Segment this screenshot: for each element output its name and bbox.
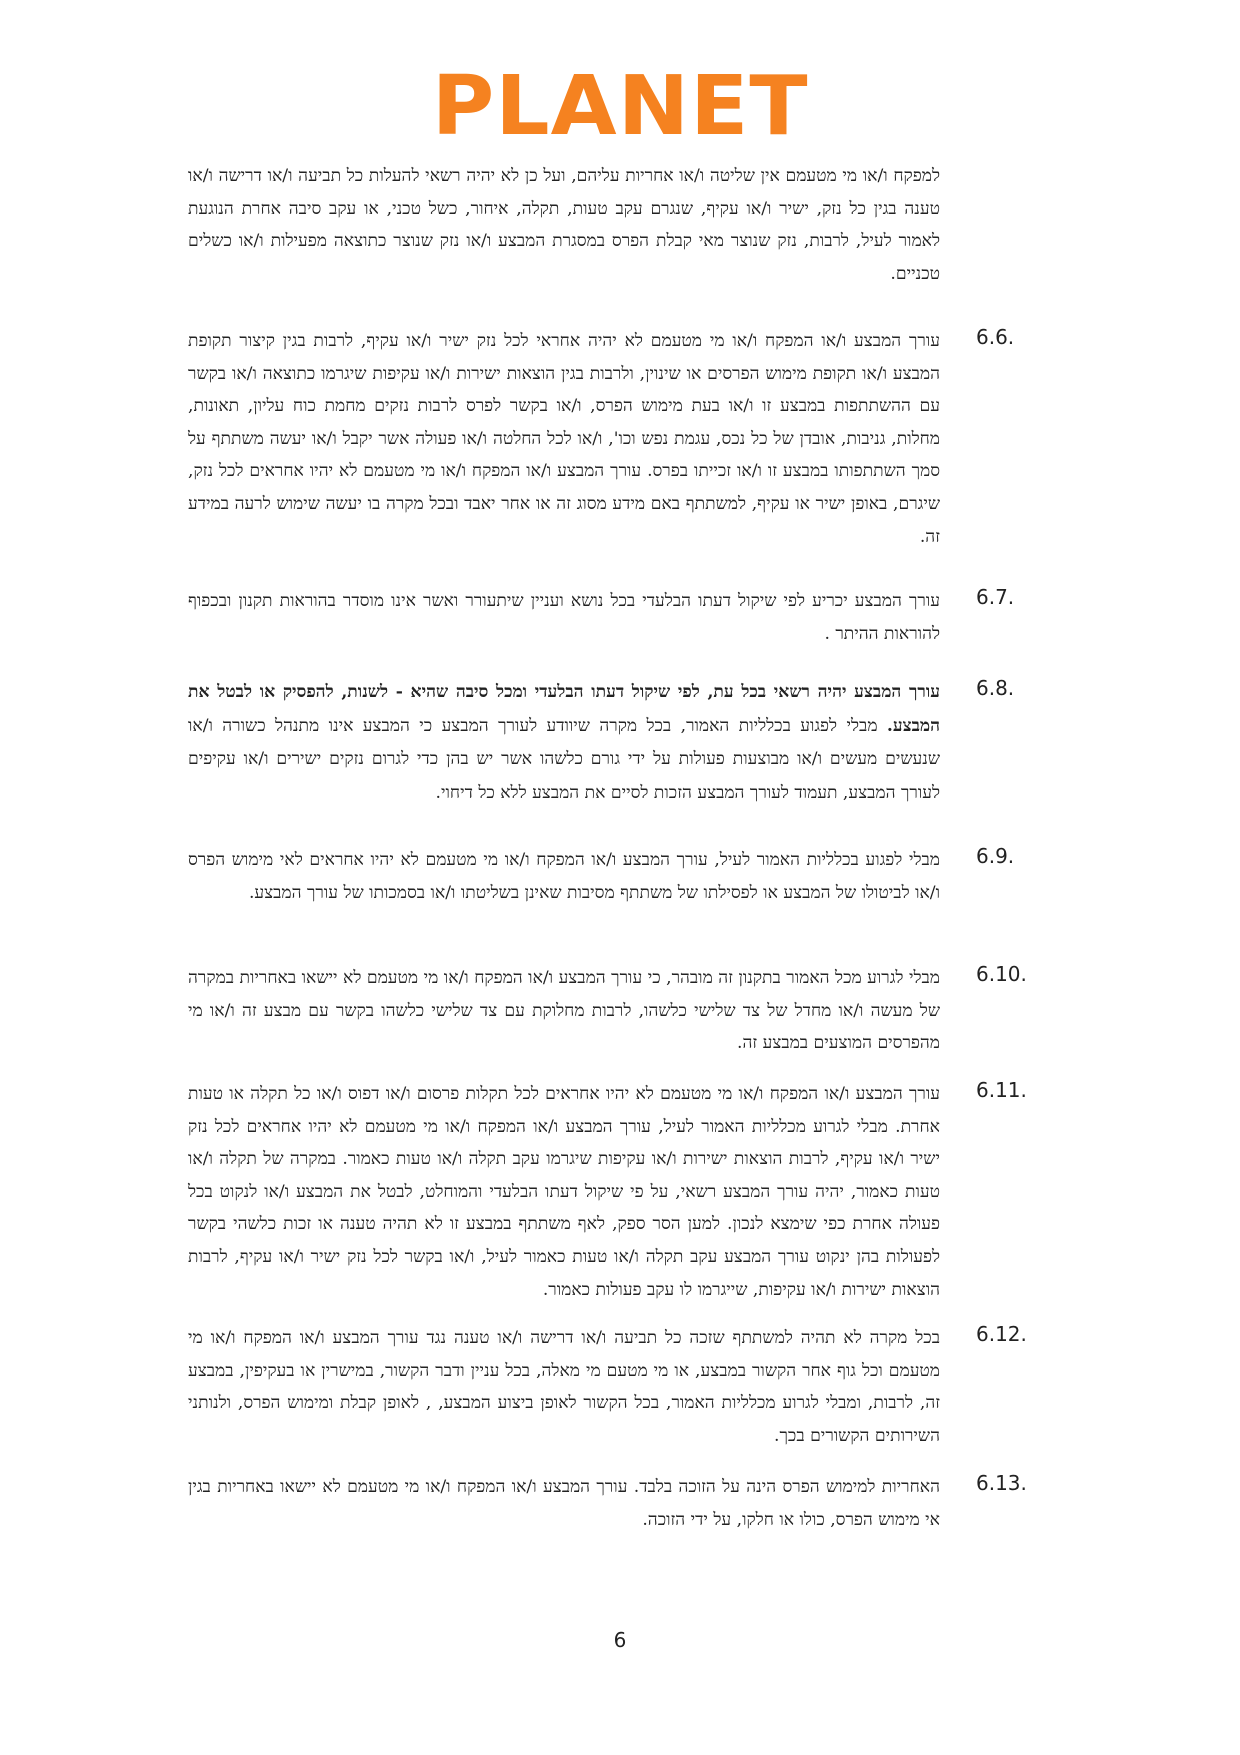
- paragraph-text: מבלי לפגוע בכלליות האמור לעיל, עורך המבצע ו/או המפקח ו/או מי מטעמם לא יהיו אחראים לאי מימוש הפרס ו/או לביטולו של המבצע או לפסילתו של משתתף מסיבות שאינן בשליטתו ו/או בסמכותו של עורך המבצע.: [188, 850, 940, 903]
- planet-logo: PLANET: [431, 59, 809, 154]
- paragraph-text: בכל מקרה לא תהיה למשתתף שזכה כל תביעה ו/או דרישה ו/או טענה נגד עורך המבצע ו/או המפקח ו/או מי מטעמם וכל גוף אחר הקשור במבצע, או מי מטעם מי מאלה, בכל עניין ודבר הקשור, במישרין או בעקיפין, במבצע זה, לרבות, ומבלי לגרוע מכלליות האמור, בכל הקשור לאופן ביצוע המבצע, , לאופן קבלת ומימוש הפרס, ולנותני השירותים הקשורים בכך.: [188, 1328, 940, 1446]
- paragraph-text: מבלי לגרוע מכל האמור בתקנון זה מובהר, כי עורך המבצע ו/או המפקח ו/או מי מטעמם לא יישאו באחריות במקרה של מעשה ו/או מחדל של צד שלישי כלשהו, לרבות מחלוקת עם צד שלישי כלשהו בקשר עם מבצע זה ו/או מי מהפרסים המוצעים במבצע זה.: [188, 968, 940, 1054]
- paragraph-text: עורך המבצע יכריע לפי שיקול דעתו הבלעדי בכל נושא ועניין שיתעורר ואשר אינו מוסדר בהוראות תקנון ובכפוף להוראות ההיתר .: [188, 591, 940, 644]
- section-number: 6.6.: [976, 325, 1015, 349]
- section-number: 6.10.: [976, 962, 1027, 986]
- paragraph-text: למפקח ו/או מי מטעמם אין שליטה ו/או אחריות עליהם, ועל כן לא יהיה רשאי להעלות כל תביעה ו/או דרישה ו/או טענה בגין כל נזק, ישיר ו/או עקיף, שנגרם עקב טעות, תקלה, איחור, כשל טכני, או עקב סיבה אחרת הנוגעת לאמור לעיל, לרבות, נזק שנוצר מאי קבלת הפרס במסגרת המבצע ו/או נזק שנוצר כתוצאה מפעילות ו/או כשלים טכניים.: [188, 166, 940, 284]
- section-number: 6.12.: [976, 1322, 1027, 1346]
- page-number: 6: [613, 1628, 627, 1652]
- section-number: 6.13.: [976, 1471, 1027, 1495]
- section-number: 6.11.: [976, 1078, 1027, 1102]
- paragraph-text: האחריות למימוש הפרס הינה על הזוכה בלבד. עורך המבצע ו/או המפקח ו/או מי מטעמם לא יישאו באחריות בגין אי מימוש הפרס, כולו או חלקו, על ידי הזוכה.: [188, 1477, 940, 1530]
- section-number: 6.7.: [976, 585, 1015, 609]
- paragraph-rest: מבלי לפגוע בכלליות האמור, בכל מקרה שיוודע לעורך המבצע כי המבצע אינו מתנהל כשורה ו/או שנעשים מעשים ו/או מבוצעות פעולות על ידי גורם כלשהו אשר יש בהן כדי לגרום נזקים ישירים ו/או עקיפים לעורך המבצע, תעמוד לעורך המבצע הזכות לסיים את המבצע ללא כל דיחוי.: [188, 715, 940, 803]
- paragraph-text: עורך המבצע ו/או המפקח ו/או מי מטעמם לא יהיה אחראי לכל נזק ישיר ו/או עקיף, לרבות בגין קיצור תקופת המבצע ו/או תקופת מימוש הפרסים או שינוין, ולרבות בגין הוצאות ישירות ו/או עקיפות שיגרמו כתוצאה ו/או בקשר עם ההשתתפות במבצע זו ו/או בעת מימוש הפרס, ו/או בקשר לפרס לרבות נזקים מחמת כוח עליון, תאונות, מחלות, גניבות, אובדן של כל נכס, עגמת נפש וכו', ו/או לכל החלטה ו/או פעולה אשר יקבל ו/או יעשה משתתף על סמך השתתפותו במבצע זו ו/או זכייתו בפרס. עורך המבצע ו/או המפקח ו/או מי מטעמם לא יהיו אחראים לכל נזק, שיגרם, באופן ישיר או עקיף, למשתתף באם מידע מסוג זה או אחר יאבד ובכל מקרה בו יעשה שימוש לרעה במידע זה.: [188, 331, 940, 547]
- section-number: 6.9.: [976, 844, 1015, 868]
- section-number: 6.8.: [976, 676, 1015, 700]
- paragraph-text: [188, 676, 940, 810]
- paragraph-text: עורך המבצע ו/או המפקח ו/או מי מטעמם לא יהיו אחראים לכל תקלות פרסום ו/או דפוס ו/או כל תקלה או טעות אחרת. מבלי לגרוע מכלליות האמור לעיל, עורך המבצע ו/או המפקח ו/או מי מטעמם לא יהיו אחראים לכל נזק ישיר ו/או עקיף, לרבות הוצאות ישירות ו/או עקיפות שיגרמו עקב תקלה ו/או טעות כאמור. במקרה של תקלה ו/או טעות כאמור, יהיה עורך המבצע רשאי, על פי שיקול דעתו הבלעדי והמוחלט, לבטל את המבצע ו/או לנקוט בכל פעולה אחרת כפי שימצא לנכון. למען הסר ספק, לאף משתתף במבצע זו לא תהיה טענה או זכות כלשהי בקשר לפעולות בהן ינקוט עורך המבצע עקב תקלה ו/או טעות כאמור לעיל, ו/או בקשר לכל נזק ישיר ו/או עקיף, לרבות הוצאות ישירות ו/או עקיפות, שייגרמו לו עקב פעולות כאמור.: [188, 1084, 940, 1300]
- paragraph-bold-lead: עורך המבצע יהיה רשאי בכל עת, לפי שיקול דעתו הבלעדי ומכל סיבה שהיא - לשנות, להפסיק או לבטל את המבצע.: [188, 682, 940, 736]
